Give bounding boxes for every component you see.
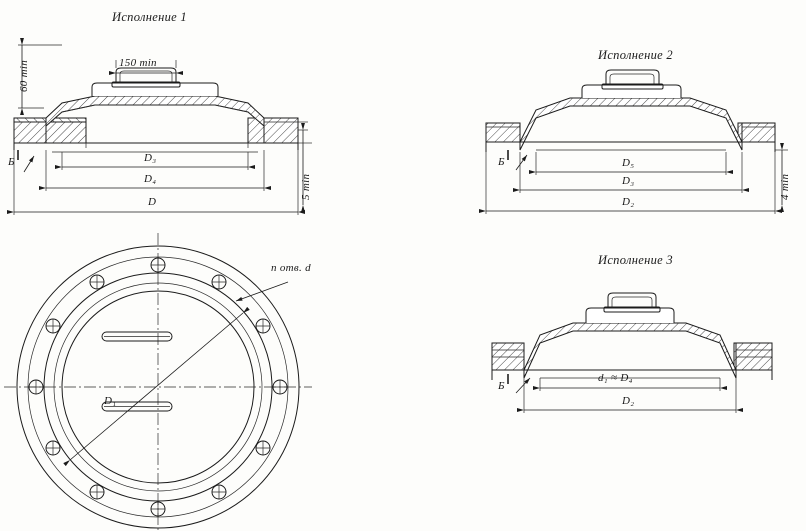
view-plan-circular — [4, 233, 312, 531]
label-b-view1: Б — [8, 156, 15, 168]
dim-d3: D₃ — [144, 152, 157, 164]
dim-d2-view2: D₂ — [622, 196, 635, 208]
title-variant-3: Исполнение 3 — [598, 253, 673, 267]
title-variant-1: Исполнение 1 — [112, 10, 187, 24]
view-variant-2-section — [486, 70, 788, 214]
label-b-view3: Б — [498, 380, 505, 392]
view-variant-1-section — [14, 45, 312, 215]
dim-d5-view2: D₅ — [622, 157, 635, 169]
dim-d4: D₄ — [144, 173, 157, 185]
label-b-view2: Б — [498, 156, 505, 168]
dim-d1: D₁ — [104, 395, 117, 407]
dim-d3-view2: D₃ — [622, 175, 635, 187]
dim-d1-d4-view3: d₁ ≈ D₄ — [598, 372, 633, 384]
dim-4min: 4 min — [779, 173, 791, 200]
dim-height-60min: 60 min — [18, 59, 30, 92]
title-variant-2: Исполнение 2 — [598, 48, 673, 62]
dim-d: D — [148, 196, 157, 208]
label-holes-count: n отв. d — [271, 262, 311, 274]
dim-5min: 5 min — [300, 173, 312, 200]
dim-width-150min: 150 min — [119, 57, 157, 69]
dim-d2-view3: D₂ — [622, 395, 635, 407]
